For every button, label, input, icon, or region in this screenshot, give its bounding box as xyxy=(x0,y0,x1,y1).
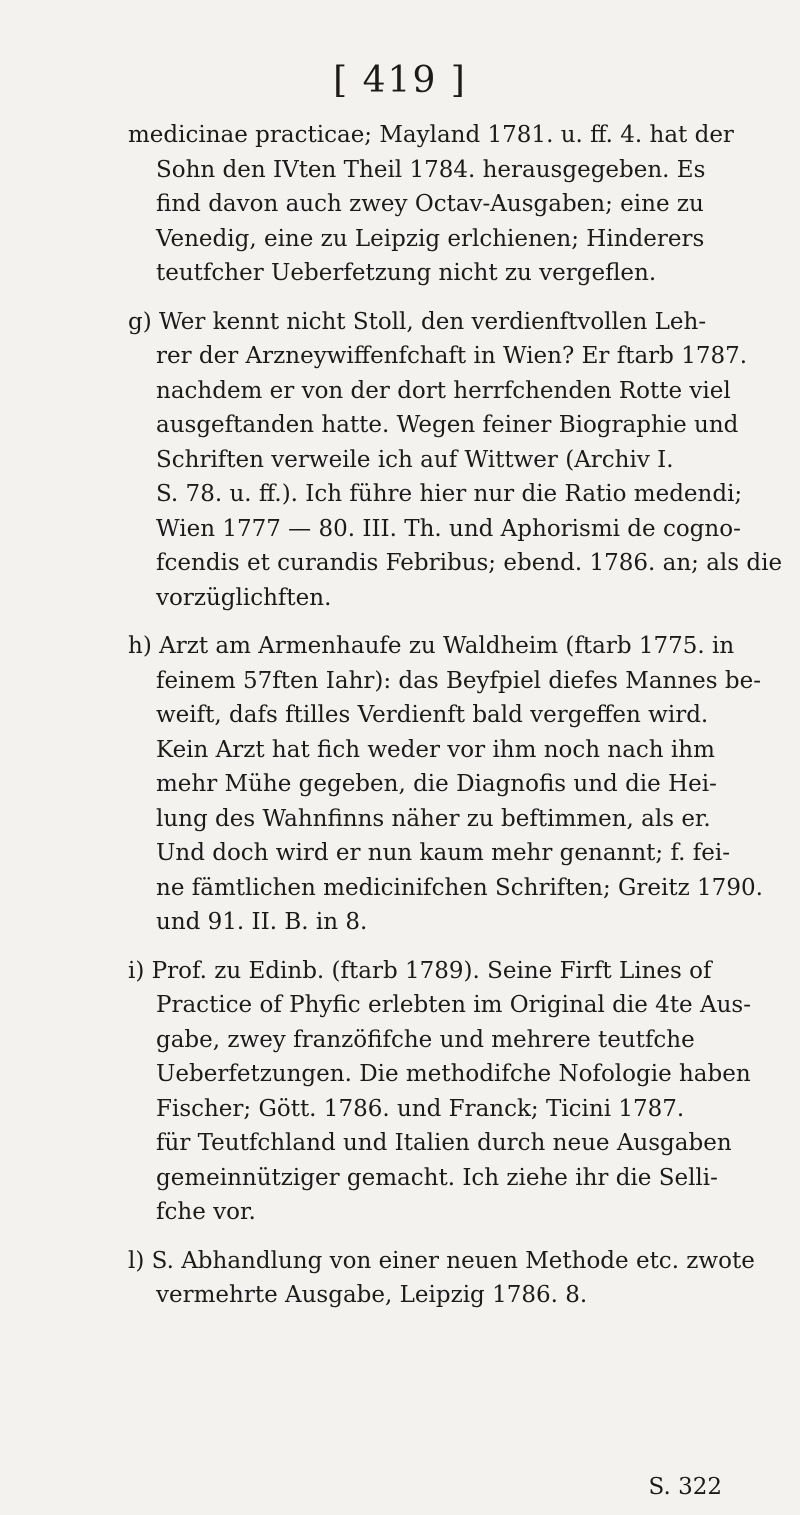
text-line: Schriften verweile ich auf Wittwer (Archiv I. xyxy=(156,446,674,473)
text-line: ne fämtlichen medicinifchen Schriften; Greitz 1790. xyxy=(156,874,763,901)
text-line: Kein Arzt hat fich weder vor ihm noch nach ihm xyxy=(156,736,715,763)
text-line: medicinae practicae; Mayland 1781. u. ff. 4. hat der xyxy=(128,122,734,148)
text-line: Practice of Phyfic erlebten im Original die 4te Aus- xyxy=(156,992,751,1018)
text-line: feinem 57ften Iahr): das Beyfpiel diefes Mannes be- xyxy=(156,667,761,694)
text-line: Sohn den IVten Theil 1784. herausgegeben. Es xyxy=(156,156,706,183)
catchword: S. 322 xyxy=(648,1474,722,1500)
text-line: rer der Arzneywiffenfchaft in Wien? Er ftarb 1787. xyxy=(156,343,748,369)
text-line: S. 78. u. ff.). Ich führe hier nur die Ratio medendi; xyxy=(156,481,743,507)
text-line: fcendis et curandis Febribus; ebend. 1786. an; als die xyxy=(156,550,783,576)
footnote-continued xyxy=(128,118,734,291)
text-line: gemeinnütziger gemacht. Ich ziehe ihr die Selli- xyxy=(156,1164,718,1191)
text-line: Fischer; Gött. 1786. und Franck; Ticini 1787. xyxy=(156,1095,685,1122)
text-line: Wien 1777 — 80. III. Th. und Aphorismi de cogno- xyxy=(156,515,741,542)
text-line: find davon auch zwey Octav-Ausgaben; eine zu xyxy=(156,191,704,217)
text-line: Und doch wird er nun kaum mehr genannt; f. fei- xyxy=(156,840,731,866)
text-line: l) S. Abhandlung von einer neuen Methode etc. zwote xyxy=(128,1247,755,1274)
text-line: vermehrte Ausgabe, Leipzig 1786. 8. xyxy=(156,1282,588,1308)
text-line: weift, dafs ftilles Verdienft bald vergeffen wird. xyxy=(156,702,709,728)
text-line: mehr Mühe gegeben, die Diagnofis und die Hei- xyxy=(156,771,717,797)
text-line: fche vor. xyxy=(156,1199,256,1225)
text-line: h) Arzt am Armenhaufe zu Waldheim (ftarb 1775. in xyxy=(128,633,735,659)
footnote-g xyxy=(128,305,783,616)
footnote-l xyxy=(128,1244,755,1313)
text-line: ausgeftanden hatte. Wegen feiner Biographie und xyxy=(156,412,739,438)
text-line: und 91. II. B. in 8. xyxy=(156,909,368,935)
footnote-h xyxy=(128,629,763,940)
text-line: nachdem er von der dort herrfchenden Rotte viel xyxy=(156,377,731,404)
text-line: g) Wer kennt nicht Stoll, den verdienftvollen Leh- xyxy=(128,308,707,335)
footnotes xyxy=(128,118,783,1313)
footnote-i xyxy=(128,954,751,1230)
text-line: i) Prof. zu Edinb. (ftarb 1789). Seine Firft Lines of xyxy=(128,957,712,984)
text-line: vorzüglichften. xyxy=(156,584,332,611)
text-line: lung des Wahnfinns näher zu beftimmen, als er. xyxy=(156,805,711,832)
text-line: teutfcher Ueberfetzung nicht zu vergeflen. xyxy=(156,260,657,286)
page-number: [ 419 ] xyxy=(333,60,467,101)
text-line: Ueberfetzungen. Die methodifche Nofologie haben xyxy=(156,1061,751,1087)
text-line: für Teutfchland und Italien durch neue Ausgaben xyxy=(156,1130,732,1156)
text-line: gabe, zwey franzöfifche und mehrere teutfche xyxy=(156,1026,695,1053)
text-line: Venedig, eine zu Leipzig erlchienen; Hinderers xyxy=(156,225,705,252)
